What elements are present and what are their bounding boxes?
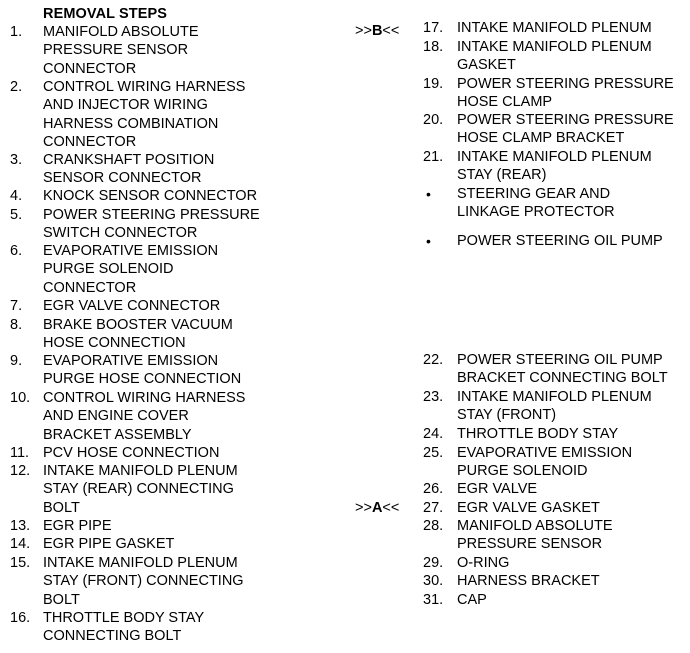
step-text [43, 187, 257, 205]
step-number: 1. [10, 24, 23, 40]
step-text [457, 351, 668, 388]
step-text-line: BRACKET CONNECTING BOLT [457, 370, 668, 387]
step-text-line: AND ENGINE COVER [43, 408, 189, 425]
step-text [43, 554, 244, 609]
step-text [43, 352, 241, 389]
step-text-line: CAP [457, 592, 487, 608]
step-number: 10. [10, 390, 31, 406]
step-text [43, 316, 233, 353]
step-number: 29. [423, 555, 444, 571]
step-text-line: O-RING [457, 555, 510, 571]
marker-a-prefix: >> [355, 500, 372, 516]
step-text-line: PCV HOSE CONNECTION [43, 445, 220, 461]
marker-a-letter: A [371, 500, 383, 516]
step-text-line: GASKET [457, 57, 516, 74]
step-text-line: KNOCK SENSOR CONNECTOR [43, 188, 258, 204]
step-text [457, 111, 674, 148]
step-text [43, 151, 214, 188]
step-text-line: THROTTLE BODY STAY [457, 426, 619, 442]
step-number: 4. [10, 188, 23, 204]
step-text-line: HOSE CONNECTION [43, 335, 186, 352]
step-text [457, 185, 615, 222]
step-text-line: CONNECTING BOLT [43, 628, 182, 645]
step-number: 17. [423, 20, 444, 36]
step-number: 15. [10, 555, 31, 571]
step-number: 9. [10, 353, 23, 369]
step-number: 8. [10, 317, 23, 333]
step-text-line: POWER STEERING PRESSURE [457, 76, 674, 92]
step-text-line: STAY (FRONT) CONNECTING [43, 573, 244, 590]
step-text-line: STAY (REAR) [457, 167, 547, 184]
step-number: 26. [423, 481, 444, 497]
step-text-line: CONNECTOR [43, 133, 137, 150]
step-number: 13. [10, 518, 31, 534]
step-text-line: HARNESS COMBINATION [43, 115, 219, 132]
step-text-line: PRESSURE SENSOR [457, 536, 603, 553]
marker-b-suffix: << [382, 23, 400, 39]
step-text [457, 591, 487, 609]
step-text [43, 517, 112, 535]
step-text-line: EGR VALVE [457, 481, 538, 497]
step-text [43, 609, 204, 646]
step-number: 21. [423, 149, 444, 165]
step-text-line: CONNECTOR [43, 60, 137, 77]
step-text [457, 75, 674, 112]
step-text-line: STAY (REAR) CONNECTING [43, 481, 234, 498]
step-number: 14. [10, 536, 31, 552]
step-text-line: CONTROL WIRING HARNESS [43, 79, 246, 95]
step-text-line: CRANKSHAFT POSITION [43, 152, 215, 168]
step-text-line: BOLT [43, 591, 80, 608]
marker-b-letter: B [371, 23, 383, 39]
step-text [457, 19, 652, 37]
step-text-line: HOSE CLAMP [457, 94, 553, 111]
step-text [457, 38, 652, 75]
step-text-line: POWER STEERING PRESSURE [457, 112, 674, 128]
step-number: 7. [10, 298, 23, 314]
step-text-line: CONNECTOR [43, 279, 137, 296]
step-text-line: PURGE SOLENOID [457, 463, 588, 480]
step-text [457, 499, 600, 517]
step-number: 3. [10, 152, 23, 168]
step-text [457, 425, 618, 443]
marker-b [355, 23, 399, 39]
step-text-line: AND INJECTOR WIRING [43, 97, 208, 114]
step-text-line: EVAPORATIVE EMISSION [457, 445, 633, 461]
step-text-line: PURGE SOLENOID [43, 261, 174, 278]
step-text-line: POWER STEERING PRESSURE [43, 207, 260, 223]
step-text-line: INTAKE MANIFOLD PLENUM [457, 389, 652, 405]
step-text [457, 554, 509, 572]
step-text-line: INTAKE MANIFOLD PLENUM [457, 20, 652, 36]
step-text-line: CONTROL WIRING HARNESS [43, 390, 246, 406]
step-text-line: HARNESS BRACKET [457, 573, 600, 589]
step-number: 30. [423, 573, 444, 589]
step-number: 6. [10, 243, 23, 259]
step-text-line: HOSE CLAMP BRACKET [457, 130, 625, 147]
step-text-line: EGR PIPE [43, 518, 112, 534]
step-text-line: STEERING GEAR AND [457, 186, 611, 202]
step-text [457, 517, 613, 554]
step-text-line: THROTTLE BODY STAY [43, 610, 205, 626]
step-text [43, 78, 245, 151]
step-text-line: EVAPORATIVE EMISSION [43, 243, 219, 259]
step-text-line: PURGE HOSE CONNECTION [43, 371, 242, 388]
step-text-line: PRESSURE SENSOR [43, 42, 189, 59]
step-number: 18. [423, 39, 444, 55]
step-text [43, 444, 219, 462]
step-text-line: LINKAGE PROTECTOR [457, 204, 615, 221]
step-number: 23. [423, 389, 444, 405]
marker-b-prefix: >> [355, 23, 372, 39]
step-text-line: EVAPORATIVE EMISSION [43, 353, 219, 369]
step-text [457, 480, 537, 498]
bullet-marker: • [426, 233, 431, 249]
step-text [43, 242, 218, 297]
step-text-line: BRACKET ASSEMBLY [43, 426, 192, 443]
step-number: 19. [423, 76, 444, 92]
step-number: 16. [10, 610, 31, 626]
step-text [43, 462, 238, 517]
marker-a-suffix: << [382, 500, 400, 516]
step-text-line: BRAKE BOOSTER VACUUM [43, 317, 233, 333]
step-text [43, 297, 220, 315]
step-text-line: MANIFOLD ABSOLUTE [43, 24, 199, 40]
step-number: 25. [423, 445, 444, 461]
step-text [457, 232, 663, 250]
step-text-line: POWER STEERING OIL PUMP [457, 233, 663, 249]
step-text-line: INTAKE MANIFOLD PLENUM [457, 39, 652, 55]
step-number: 31. [423, 592, 444, 608]
step-text [457, 388, 652, 425]
step-text-line: INTAKE MANIFOLD PLENUM [43, 463, 238, 479]
step-text-line: EGR VALVE GASKET [457, 500, 600, 516]
step-text [457, 148, 652, 185]
step-text [457, 444, 632, 481]
step-text-line: POWER STEERING OIL PUMP [457, 352, 663, 368]
removal-steps-heading: REMOVAL STEPS [43, 6, 168, 22]
step-text-line: BOLT [43, 499, 80, 516]
step-text-line: EGR VALVE CONNECTOR [43, 298, 221, 314]
step-text [43, 535, 174, 553]
step-number: 11. [10, 445, 30, 461]
step-number: 20. [423, 112, 444, 128]
step-text [43, 23, 199, 78]
marker-a [355, 500, 399, 516]
step-text [43, 206, 260, 243]
step-number: 27. [423, 500, 444, 516]
step-number: 28. [423, 518, 444, 534]
step-text-line: SWITCH CONNECTOR [43, 225, 198, 242]
step-number: 24. [423, 426, 444, 442]
step-number: 2. [10, 79, 23, 95]
step-number: 22. [423, 352, 444, 368]
step-number: 5. [10, 207, 23, 223]
step-text-line: EGR PIPE GASKET [43, 536, 175, 552]
step-text-line: INTAKE MANIFOLD PLENUM [457, 149, 652, 165]
step-text-line: INTAKE MANIFOLD PLENUM [43, 555, 238, 571]
step-text-line: SENSOR CONNECTOR [43, 170, 202, 187]
step-text [43, 389, 245, 444]
step-text-line: MANIFOLD ABSOLUTE [457, 518, 613, 534]
step-text-line: STAY (FRONT) [457, 407, 557, 424]
step-number: 12. [10, 463, 31, 479]
step-text [457, 572, 600, 590]
bullet-marker: • [426, 186, 431, 202]
